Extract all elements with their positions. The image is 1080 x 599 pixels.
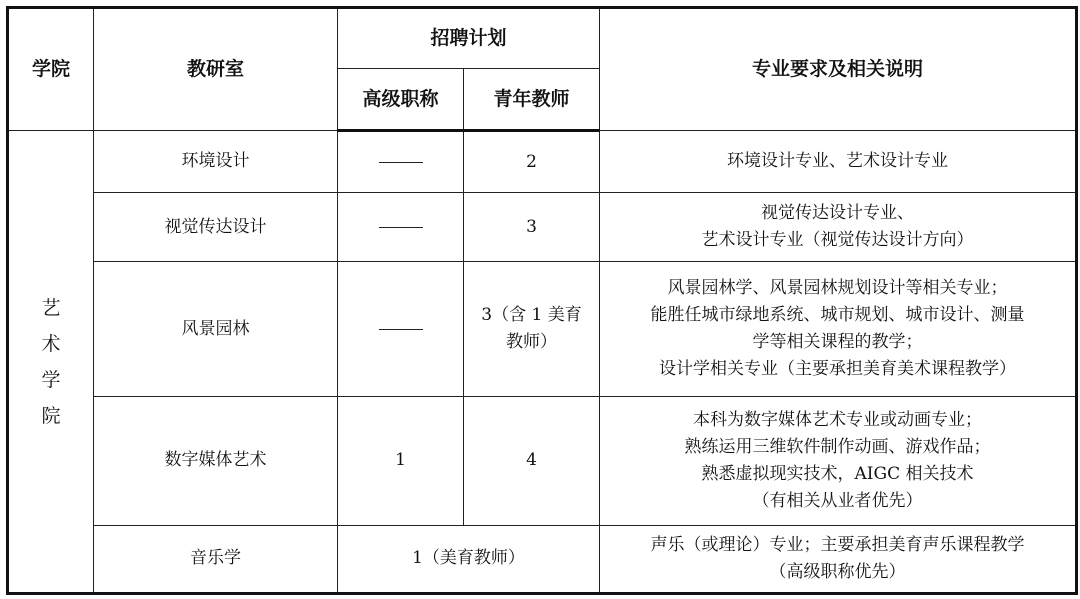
senior-cell: 1 xyxy=(338,396,464,525)
requirement-line: （高级职称优先） xyxy=(769,561,906,582)
department-cell: 数字媒体艺术 xyxy=(94,396,338,525)
college-name-char: 艺 xyxy=(41,296,61,319)
requirements-cell xyxy=(600,525,1077,593)
senior-cell xyxy=(338,193,464,262)
young-line: 教师） xyxy=(506,332,557,352)
requirement-line: 风景园林学、风景园林规划设计等相关专业； xyxy=(667,278,1008,298)
college-name-cell xyxy=(8,131,94,594)
requirement-line: 熟悉虚拟现实技术，AIGC 相关技术 xyxy=(701,463,974,484)
table-row xyxy=(8,396,1077,525)
requirement-line: 环境设计专业、艺术设计专业 xyxy=(727,151,949,172)
college-name-char: 学 xyxy=(41,368,61,391)
requirement-line: 学等相关课程的教学； xyxy=(752,332,923,352)
young-line: 3（含 1 美育 xyxy=(481,305,582,325)
requirement-line: 设计学相关专业（主要承担美育美术课程教学） xyxy=(659,359,1017,379)
header-plan: 招聘计划 xyxy=(338,8,600,69)
requirement-line: 艺术设计专业（视觉传达设计方向） xyxy=(701,230,974,251)
header-requirements: 专业要求及相关说明 xyxy=(600,8,1077,131)
dash-mark xyxy=(379,162,423,163)
requirements-cell xyxy=(600,262,1077,396)
requirement-line: 声乐（或理论）专业；主要承担美育声乐课程教学 xyxy=(650,534,1025,555)
dash-mark xyxy=(379,329,423,330)
header-young: 青年教师 xyxy=(464,69,600,131)
requirements-cell xyxy=(600,396,1077,525)
department-cell: 视觉传达设计 xyxy=(94,193,338,262)
header-senior: 高级职称 xyxy=(338,69,464,131)
college-name-char: 术 xyxy=(41,332,61,355)
merged-plan-cell: 1（美育教师） xyxy=(338,525,600,593)
table-row xyxy=(8,525,1077,593)
header-row-1 xyxy=(8,8,1077,69)
requirements-cell xyxy=(600,131,1077,193)
young-cell: 4 xyxy=(464,396,600,525)
header-college: 学院 xyxy=(8,8,94,131)
requirement-line: （有相关从业者优先） xyxy=(752,490,923,511)
header-department: 教研室 xyxy=(94,8,338,131)
young-cell: 3 xyxy=(464,193,600,262)
requirement-line: 本科为数字媒体艺术专业或动画专业； xyxy=(693,409,983,430)
young-cell xyxy=(464,262,600,396)
recruitment-table-container xyxy=(6,6,1075,595)
requirement-line: 能胜任城市绿地系统、城市规划、城市设计、测量 xyxy=(650,305,1025,325)
young-cell: 2 xyxy=(464,131,600,193)
senior-cell xyxy=(338,131,464,193)
department-cell: 音乐学 xyxy=(94,525,338,593)
table-row xyxy=(8,262,1077,396)
dash-mark xyxy=(379,227,423,228)
table-row xyxy=(8,131,1077,193)
recruitment-table xyxy=(6,6,1078,595)
requirements-cell xyxy=(600,193,1077,262)
department-cell: 环境设计 xyxy=(94,131,338,193)
senior-cell xyxy=(338,262,464,396)
department-cell: 风景园林 xyxy=(94,262,338,396)
table-row xyxy=(8,193,1077,262)
college-name-char: 院 xyxy=(41,404,61,427)
requirement-line: 熟练运用三维软件制作动画、游戏作品； xyxy=(684,436,991,457)
requirement-line: 视觉传达设计专业、 xyxy=(761,203,915,224)
